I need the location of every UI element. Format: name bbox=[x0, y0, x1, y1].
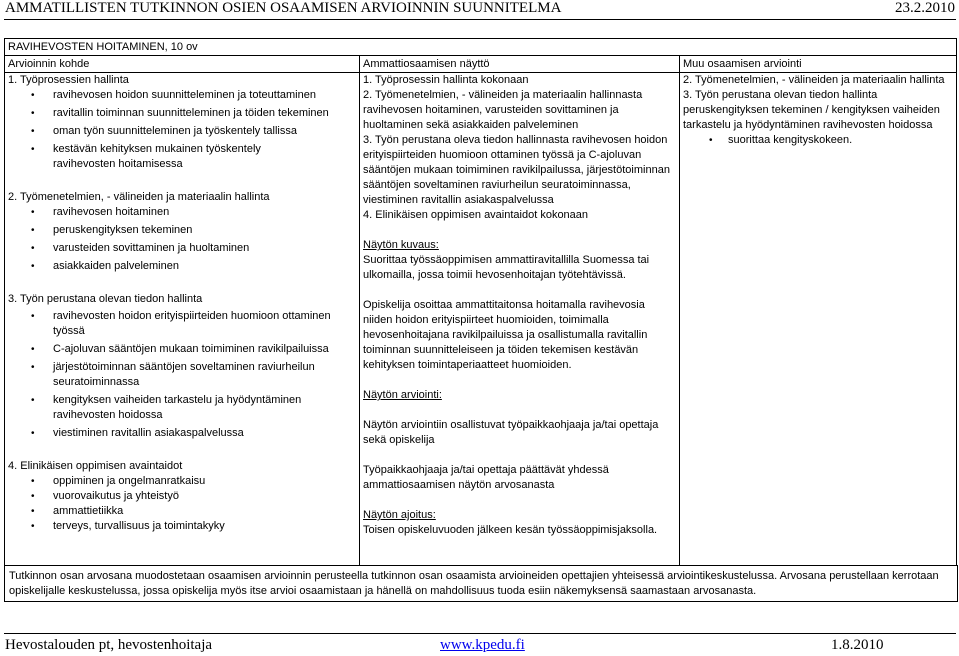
section-label: Näytön ajoitus: bbox=[363, 509, 436, 521]
list-item: • oman työn suunnitteleminen ja työskentely tallissa bbox=[8, 124, 356, 139]
paragraph bbox=[363, 133, 676, 208]
col-header-ammattiosaamisen-naytto: Ammattiosaamisen näyttö bbox=[360, 56, 680, 73]
list-item: • varusteiden sovittaminen ja huoltaminen bbox=[8, 241, 356, 256]
bullet-list bbox=[683, 133, 953, 148]
document-date: 23.2.2010 bbox=[895, 0, 955, 16]
list-item: • ravihevosen hoitaminen bbox=[8, 205, 356, 220]
paragraph: 2. Työmenetelmien, - välineiden ja materiaalin hallinnasta bbox=[363, 89, 643, 101]
assessment-table bbox=[4, 38, 957, 566]
list-item: • ravihevosen hoidon suunnitteleminen ja toteuttaminen bbox=[8, 88, 356, 103]
footer-divider bbox=[4, 633, 956, 634]
header-divider bbox=[4, 19, 956, 20]
page-header bbox=[5, 0, 955, 18]
bullet-list bbox=[8, 309, 356, 441]
list-item: • vuorovaikutus ja yhteistyö bbox=[8, 489, 356, 504]
bold-lead: 3. Työn perustana oleva tiedon hallinnasta bbox=[363, 134, 569, 146]
grading-note: Tutkinnon osan arvosana muodostetaan osaamisen arvioinnin perusteella tutkinnon osan osaamista arvioineiden opettajien yhteisessä arviointikeskustelussa. Arvosana perustellaan kerrotaan opiskelijalle keskustelussa, jossa opiskelija myös itse arvioi osaamistaan ja hänellä on mahdollisuus tuoda esiin näkemyksensä saamastaan arvosanasta. bbox=[4, 565, 958, 602]
col-ammattiosaamisen-naytto bbox=[360, 73, 680, 566]
document-title: AMMATILLISTEN TUTKINNON OSIEN OSAAMISEN ARVIOINNIN SUUNNITELMA bbox=[5, 0, 562, 16]
list-item: • C-ajoluvan sääntöjen mukaan toimiminen ravikilpailuissa bbox=[8, 342, 356, 357]
col-header-muu-arviointi: Muu osaamisen arviointi bbox=[680, 56, 957, 73]
list-item: • kengityksen vaiheiden tarkastelu ja hyödyntäminen ravihevosten hoidossa bbox=[8, 393, 356, 423]
list-item: • peruskengityksen tekeminen bbox=[8, 223, 356, 238]
table-title: RAVIHEVOSTEN HOITAMINEN, 10 ov bbox=[5, 39, 957, 56]
section-label: Näytön kuvaus: bbox=[363, 239, 439, 251]
col-header-arvioinnin-kohde: Arvioinnin kohde bbox=[5, 56, 360, 73]
paragraph: Näytön arviointiin osallistuvat työpaikkaohjaaja ja/tai opettaja sekä opiskelija bbox=[363, 419, 659, 446]
paragraph: peruskengityksen tekeminen / kengityksen vaiheiden tarkastelu ja hyödyntäminen ravihevosten hoidossa bbox=[683, 104, 940, 131]
paragraph: 4. Elinikäisen oppimisen avaintaidot kokonaan bbox=[363, 209, 589, 221]
bullet-list bbox=[8, 88, 356, 172]
paragraph: Työpaikkaohjaaja ja/tai opettaja päättävät yhdessä ammattiosaamisen näytön arvosanasta bbox=[363, 464, 609, 491]
section-title: 1. Työprosessien hallinta bbox=[8, 74, 129, 86]
page-footer bbox=[5, 637, 955, 654]
paragraph: Toisen opiskeluvuoden jälkeen kesän työssäoppimisjaksolla. bbox=[363, 524, 658, 536]
list-item: • suorittaa kengityskokeen. bbox=[683, 133, 953, 148]
section-label: Näytön arviointi: bbox=[363, 389, 442, 401]
list-item: • viestiminen ravitallin asiakaspalvelussa bbox=[8, 426, 356, 441]
footer-left: Hevostalouden pt, hevostenhoitaja bbox=[5, 637, 213, 653]
paragraph: ravihevosen hoitaminen, varusteiden sovittaminen ja huoltaminen sekä asiakkaiden palveleminen bbox=[363, 104, 619, 131]
list-item: • ammattietiikka bbox=[8, 504, 356, 519]
list-item: • ravitallin toiminnan suunnitteleminen ja töiden tekeminen bbox=[8, 106, 356, 121]
list-item: • kestävän kehityksen mukainen työskentely ravihevosten hoitamisessa bbox=[8, 142, 356, 172]
list-item: • asiakkaiden palveleminen bbox=[8, 259, 356, 274]
paragraph: 3. Työn perustana olevan tiedon hallinta bbox=[683, 89, 878, 101]
section-title: 2. Työmenetelmien, - välineiden ja materiaalin hallinta bbox=[8, 191, 270, 203]
col-arvioinnin-kohde bbox=[5, 73, 360, 566]
section-title: 4. Elinikäisen oppimisen avaintaidot bbox=[8, 460, 183, 472]
list-item: • oppiminen ja ongelmanratkaisu bbox=[8, 474, 356, 489]
bullet-list bbox=[8, 205, 356, 274]
paragraph: 1. Työprosessin hallinta kokonaan bbox=[363, 74, 529, 86]
paragraph-text: ravihevosen hoidon erityispiirteiden huomioon ottaminen työssä ja C-ajoluvan sääntöjen mukaan toimiminen ravikilpailussa, järjestötoiminnan sääntöjen soveltaminen raviurheilun seuratoiminnassa, viestiminen ravitallin asiakaspalvelussa bbox=[363, 134, 670, 206]
section-title: 3. Työn perustana olevan tiedon hallinta bbox=[8, 293, 203, 305]
bullet-list bbox=[8, 474, 356, 534]
list-item: • järjestötoiminnan sääntöjen soveltaminen raviurheilun seuratoiminnassa bbox=[8, 360, 356, 390]
list-item: • terveys, turvallisuus ja toimintakyky bbox=[8, 519, 356, 534]
paragraph: 2. Työmenetelmien, - välineiden ja materiaalin hallinta bbox=[683, 74, 945, 86]
website-link[interactable]: www.kpedu.fi bbox=[440, 637, 525, 653]
col-muu-arviointi bbox=[680, 73, 957, 566]
paragraph: Suorittaa työssäoppimisen ammattiravitallilla Suomessa tai ulkomailla, jossa toimii hevosenhoitajan työtehtävissä. bbox=[363, 254, 650, 281]
list-item: • ravihevosten hoidon erityispiirteiden huomioon ottaminen työssä bbox=[8, 309, 356, 339]
paragraph: Opiskelija osoittaa ammattitaitonsa hoitamalla ravihevosia niiden hoidon erityispiirteet huomioiden, toimimalla hevosenhoitajana ravikilpailuissa ja osallistumalla ravitallin toiminnan suunnitteleiseen ja töiden tekemisen kestävän kehityksen toimintaperiaatteet huomioiden. bbox=[363, 299, 648, 371]
footer-date: 1.8.2010 bbox=[831, 637, 884, 653]
